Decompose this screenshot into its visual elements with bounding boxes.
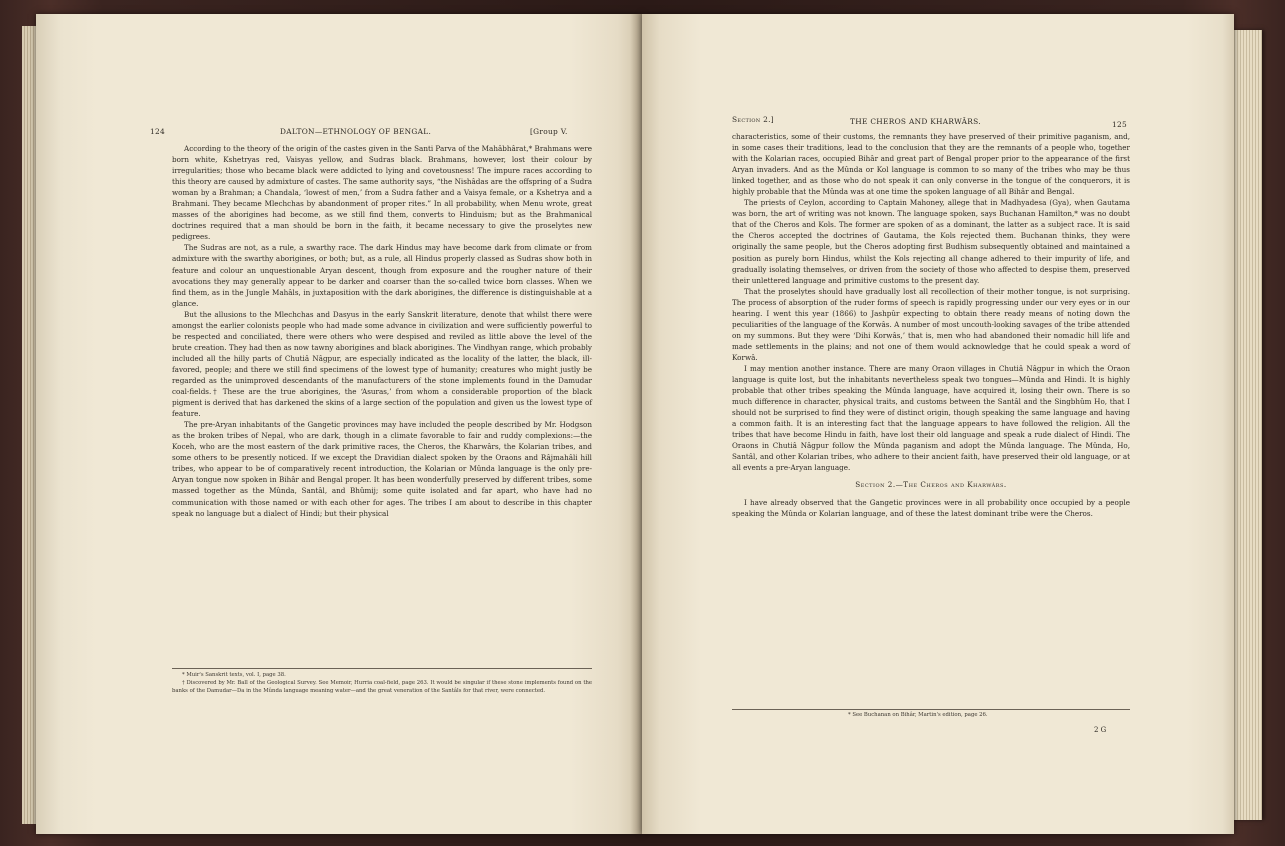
running-title: THE CHEROS AND KHARWÂRS. — [850, 117, 981, 126]
paragraph: The priests of Ceylon, according to Captain Mahoney, allege that in Madhyadesa (Gya), when Gautama was born, the art of writing was not known. The language spoken, says Buchanan Hamilton,* was no doubt that of the Cheros and Kols. The former are spoken of as a dominant, the latter as a subject race. It is said the Cheros accepted the doctrines of Gautama, the Kols rejected them. Buchanan thinks, they were originally the same people, but the Cheros adopting first Budhism subsequently obtained and maintained a position as purely born Hindus, whilst the Kols rejecting all change adhered to their impurity of life, and gradually isolating themselves, or driven from the society of those who affected to despise them, preserved their unlettered language and primitive customs to the present day. — [732, 198, 1130, 285]
left-page — [36, 14, 642, 834]
right-page-edges — [1232, 30, 1262, 820]
page-number: 124 — [150, 127, 166, 136]
left-footnotes — [172, 672, 592, 695]
running-title: DALTON—ETHNOLOGY OF BENGAL. — [280, 127, 432, 136]
paragraph: But the allusions to the Mlechchas and Dasyus in the early Sanskrit literature, denote that whilst there were amongst the earlier colonists people who had made some advance in civilization and were sufficiently powerful to be respected and conciliated, there were others who were despised and reviled as little above the level of the brute creation. They had then as now tawny aborigines and black aborigines. The Vindhyan range, which probably included all the hilly parts of Chutiâ Nâgpur, are especially indicated as the locality of the latter, the black, ill-favored, people; and there we still find specimens of the lowest type of humanity; creatures who might justly be regarded as the unimproved descendants of the manufacturers of the stone implements found in the Damudar coal-fields.† These are the true aborigines, the ‘Asuras,’ from whom a considerable proportion of the black pigment is derived that has darkened the skins of a large section of the population and given us the lowest type of feature. — [172, 309, 592, 419]
paragraph: characteristics, some of their customs, the remnants they have preserved of their primitive paganism, and, in some cases their traditions, lead to the conclusion that they are the remnants of a people who, together with the Kolarian races, occupied Bihâr and great part of Bengal proper prior to the appearance of the first Aryan invaders. And as the Mûnda or Kol language is common to so many of the tribes who may be thus linked together, and as those who do not speak it can only converse in the tongue of the conquerors, it is highly probable that the Mûnda was at one time the spoken language of all Bihâr and Bengal. — [732, 132, 1130, 197]
page-number: 125 — [1112, 120, 1128, 129]
right-footnote — [838, 712, 1130, 720]
paragraph: According to the theory of the origin of the castes given in the Santi Parva of the Mahâbhârat,* Brahmans were born white, Kshetryas red, Vaisyas yellow, and Sudras black. Brahmans, however, lost their colour by irregularities; those who became black were addicted to lying and covetousness! The impure races according to this theory are caused by admixture of castes. The same authority says, “the Nishâdas are the offspring of a Sudra woman by a Brahman; a Chandala, ‘lowest of men,’ from a Sudra father and a Vaisya female, or a Kshetrya and a Brahmani. They became Mlechchas by abandonment of proper rites.” In all probability, when Menu wrote, great masses of the aborigines had become, as we still find them, converts to Hinduism; but as the Brahmanical doctrines required that a man should be born in the faith, it became necessary to give the proselytes new pedigrees. — [172, 144, 592, 242]
footnote: * See Buchanan on Bihâr, Martin's edition, page 26. — [848, 712, 988, 718]
paragraph: I may mention another instance. There are many Oraon villages in Chutiâ Nâgpur in which the Oraon language is quite lost, but the inhabitants nevertheless speak two tongues—Mûnda and Hindi. It is highly probable that other tribes speaking the Mûnda language, have acquired it, losing their own. There is so much difference in character, physical traits, and customs between the Santâl and the Singbhûm Ho, that I should not be surprised to find they were of distinct origin, though speaking the same language and having a common faith. It is an interesting fact that the language appears to have followed the religion. All the tribes that have become Hindu in faith, have lost their old language and speak a rude dialect of Hindi. The Oraons in Chutiâ Nâgpur follow the Mûnda paganism and adopt the Mûnda language. The Mûnda, Ho, Santâl, and other Kolarian tribes, who adhere to their ancient faith, have preserved their old language, or at all events a pre-Aryan language. — [732, 363, 1130, 473]
footnote: * Muir's Sanskrit texts, vol. I, page 38. — [182, 672, 286, 678]
signature-mark: 2 G — [1094, 726, 1107, 734]
left-body-text — [172, 143, 592, 519]
right-page — [642, 14, 1234, 834]
section-label: Section 2.] — [732, 115, 774, 124]
paragraph: The pre-Aryan inhabitants of the Gangetic provinces may have included the people described by Mr. Hodgson as the broken tribes of Nepal, who are dark, though in a climate favorable to fair and ruddy complexions:—the Koceh, who are the most eastern of the dark primitive races, the Cheros, the Kharwârs, the Kolarian tribes, and some others to be presently noticed. If we except the Dravidian dialect spoken by the Oraons and Râjmahâli hill tribes, who appear to be of comparatively recent introduction, the Kolarian or Mûnda language is the only pre-Aryan tongue now spoken in Bihâr and Bengal proper. It has been wonderfully preserved by different tribes, some massed together as the Mûnda, Santâl, and Bhûmij; some quite isolated and far apart, who have had no communication with those named or with each other for ages. The tribes I am about to describe in this chapter speak no language but a dialect of Hindi; but their physical — [172, 420, 592, 518]
right-body-text — [732, 131, 1130, 519]
footnote-rule — [172, 668, 592, 669]
footnote: † Discovered by Mr. Ball of the Geological Survey. See Memoir, Hurria coal-field, page 263. It would be singular if these stone implements found on the banks of the Damudar—Da in the Mûnda language meaning water—and the great veneration of the Santâls for that river, were connected. — [172, 679, 592, 694]
paragraph: I have already observed that the Gangetic provinces were in all probability once occupied by a people speaking the Mûnda or Kolarian language, and of these the latest dominant tribe were the Cheros. — [732, 497, 1130, 518]
paragraph: That the proselytes should have gradually lost all recollection of their mother tongue, is not surprising. The process of absorption of the ruder forms of speech is rapidly progressing under our very eyes or in our hearing. I went this year (1866) to Jashpûr expecting to obtain there ready means of noting down the peculiarities of the language of the Korwâs. A number of most uncouth-looking savages of the tribe attended on my summons. But they were ‘Dihi Korwâs,’ that is, men who had abandoned their nomadic hill life and made settlements in the plains; and not one of them would acknowledge that he could speak a word of Korwâ. — [732, 286, 1130, 362]
section-heading: Section 2.—The Cheros and Kharwârs. — [855, 480, 1007, 490]
footnote-rule — [732, 709, 1130, 710]
paragraph: The Sudras are not, as a rule, a swarthy race. The dark Hindus may have become dark from climate or from admixture with the swarthy aborigines, or both; but, as a rule, all Hindus properly classed as Sudras show both in feature and colour an unquestionable Aryan descent, though from exposure and the rougher nature of their avocations they may generally appear to be darker and coarser than the so-called twice born classes. When we find them, as in the Jungle Mahâls, in juxtaposition with the dark aborigines, the difference is distinguishable at a glance. — [172, 243, 592, 308]
group-label: [Group V. — [530, 127, 568, 136]
